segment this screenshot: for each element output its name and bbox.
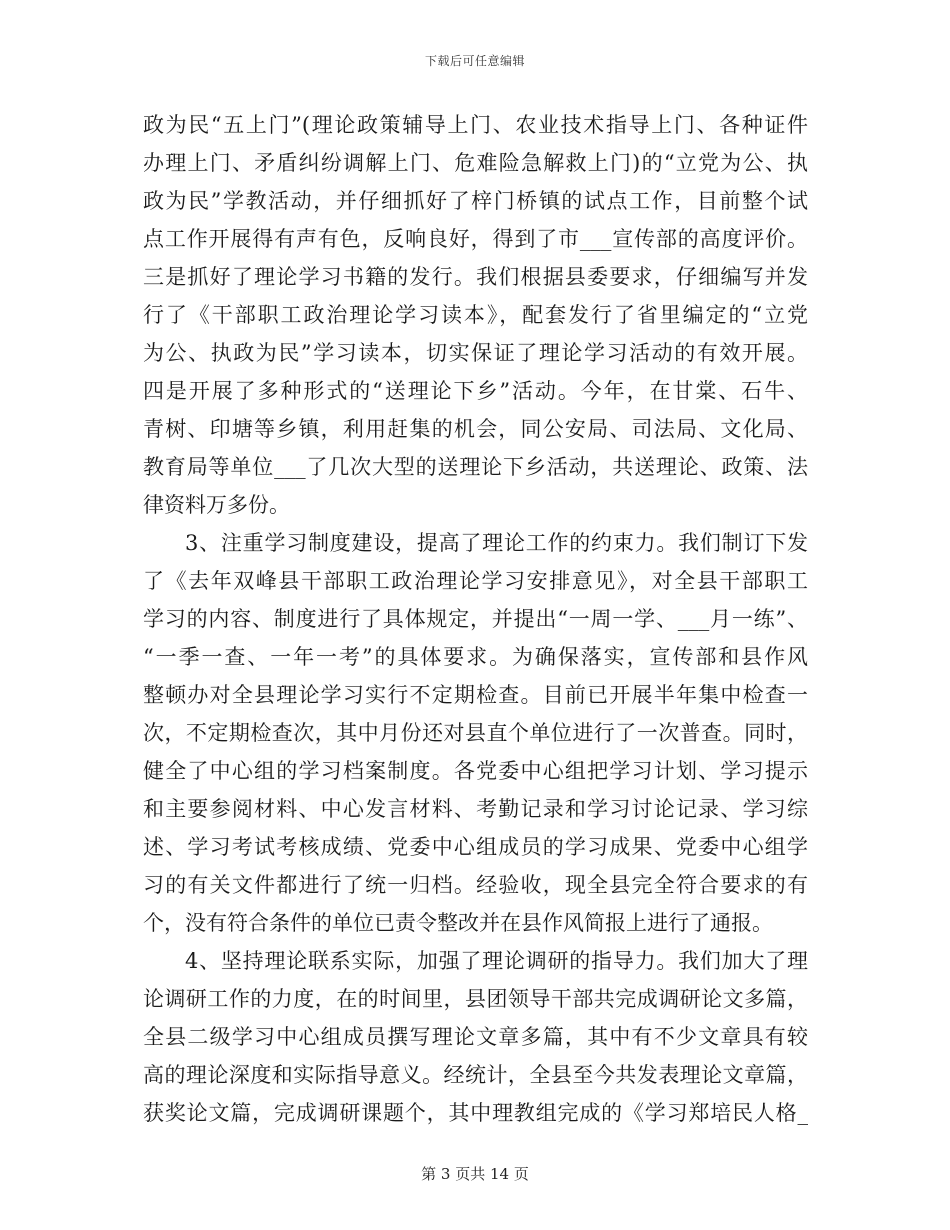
text-line: 四是开展了多种形式的“送理论下乡”活动。今年，在甘棠、石牛、 [143, 379, 808, 403]
paragraph-continuation [143, 106, 808, 524]
text-line: 个，没有符合条件的单位已责令整改并在县作风简报上进行了通报。 [143, 911, 773, 935]
text-line: 习的有关文件都进行了统一归档。经验收，现全县完全符合要求的有 [143, 873, 808, 897]
text-line: 三是抓好了理论学习书籍的发行。我们根据县委要求，仔细编写并发 [143, 265, 808, 289]
text-line: 办理上门、矛盾纠纷调解上门、危难险急解救上门)的“立党为公、执 [143, 151, 808, 175]
page-header: 下载后可任意编辑 [424, 54, 525, 68]
text-line: 学习的内容、制度进行了具体规定，并提出“一周一学、___月一练”、 [143, 607, 808, 631]
text-line: 高的理论深度和实际指导意义。经统计，全县至今共发表理论文章篇， [143, 1063, 808, 1087]
text-line: 行了《干部职工政治理论学习读本》，配套发行了省里编定的“立党 [143, 303, 808, 327]
paragraph-theory-research [143, 942, 808, 1132]
text-line: 教育局等单位___了几次大型的送理论下乡活动，共送理论、政策、法 [143, 455, 808, 479]
text-line: 律资料万多份。 [143, 493, 290, 517]
text-line: 述、学习考试考核成绩、党委中心组成员的学习成果、党委中心组学 [143, 835, 808, 859]
text-line: 论调研工作的力度，在的时间里，县团领导干部共完成调研论文多篇， [143, 987, 808, 1011]
text-line: 和主要参阅材料、中心发言材料、考勤记录和学习讨论记录、学习综 [143, 797, 808, 821]
text-line: 全县二级学习中心组成员撰写理论文章多篇，其中有不少文章具有较 [143, 1025, 808, 1049]
text-line: 4、坚持理论联系实际，加强了理论调研的指导力。我们加大了理 [185, 949, 808, 973]
text-line: 次，不定期检查次，其中月份还对县直个单位进行了一次普查。同时， [143, 721, 808, 745]
text-line: 点工作开展得有声有色，反响良好，得到了市___宣传部的高度评价。 [143, 227, 808, 251]
text-line: 青树、印塘等乡镇，利用赶集的机会，同公安局、司法局、文化局、 [143, 417, 808, 441]
text-line: 了《去年双峰县干部职工政治理论学习安排意见》，对全县干部职工 [143, 569, 808, 593]
text-line: 健全了中心组的学习档案制度。各党委中心组把学习计划、学习提示 [143, 759, 808, 783]
text-line: 整顿办对全县理论学习实行不定期检查。目前已开展半年集中检查一 [143, 683, 808, 707]
text-line: “一季一查、一年一考”的具体要求。为确保落实，宣传部和县作风 [143, 645, 808, 669]
text-line: 政为民”学教活动，并仔细抓好了梓门桥镇的试点工作，目前整个试 [143, 189, 808, 213]
text-line: 3、注重学习制度建设，提高了理论工作的约束力。我们制订下发 [185, 531, 808, 555]
text-line: 政为民“五上门”(理论政策辅导上门、农业技术指导上门、各种证件 [143, 113, 808, 137]
text-line: 为公、执政为民”学习读本，切实保证了理论学习活动的有效开展。 [143, 341, 808, 365]
document-body [143, 106, 808, 1132]
page-number: 第 3 页共 14 页 [421, 1165, 529, 1183]
paragraph-study-system [143, 524, 808, 942]
text-line: 获奖论文篇，完成调研课题个，其中理教组完成的《学习郑培民人格_ [143, 1101, 808, 1125]
